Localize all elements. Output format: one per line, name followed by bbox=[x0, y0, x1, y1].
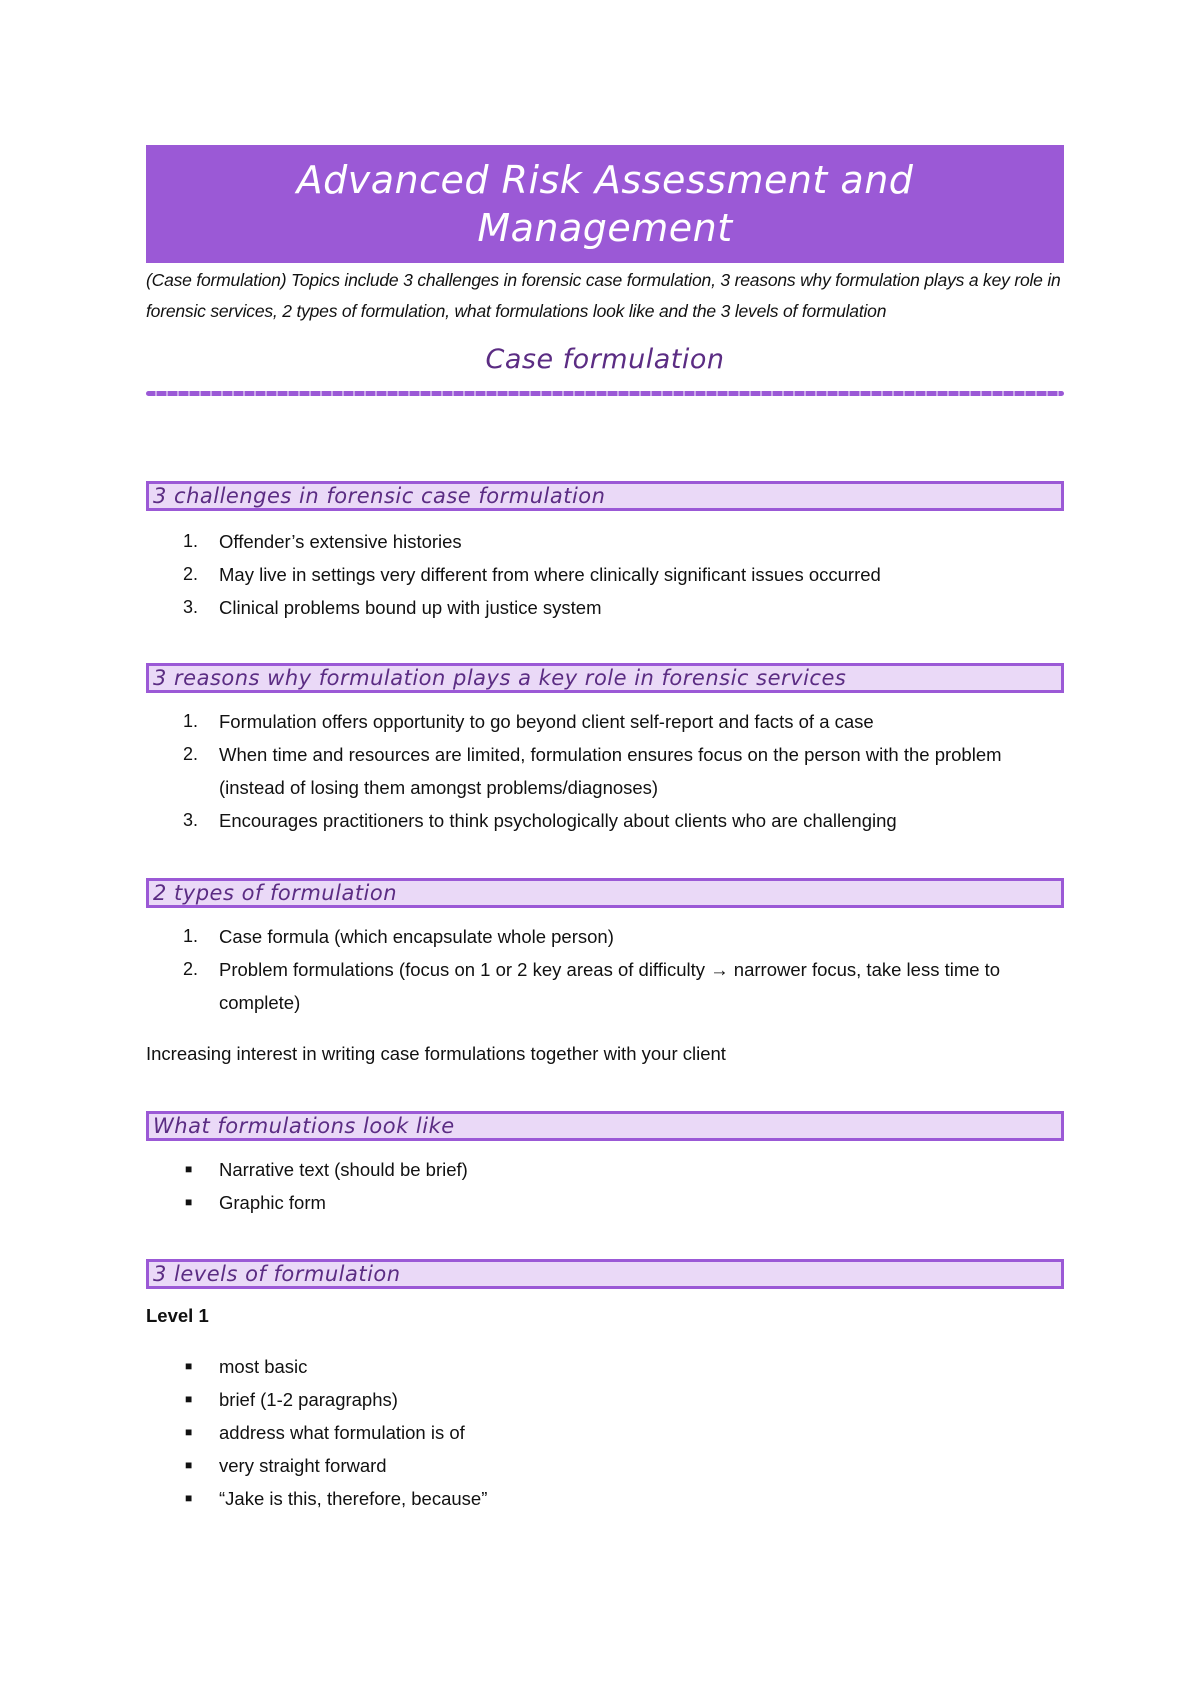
bullet-icon: ■ bbox=[185, 1491, 193, 1505]
level-label: Level 1 bbox=[146, 1305, 209, 1326]
document-subtitle: (Case formulation) Topics include 3 challenges in forensic case formulation, 3 reasons why formulation plays a key role in forensic services, 2 types of formulation, what formulations look like and the 3 levels of formulation bbox=[146, 270, 1061, 321]
list-item bbox=[146, 558, 1064, 591]
list-item-text: When time and resources are limited, formulation ensures focus on the person with the problem (instead of losing them amongst problems/diagnoses) bbox=[219, 744, 1002, 798]
list-item-text: Clinical problems bound up with justice system bbox=[219, 597, 602, 618]
list-number: 3. bbox=[183, 810, 199, 830]
title-banner bbox=[146, 145, 1064, 263]
list-number: 3. bbox=[183, 597, 199, 617]
list-item-text: Case formula (which encapsulate whole person) bbox=[219, 926, 614, 947]
list-item-text: address what formulation is of bbox=[219, 1422, 465, 1443]
reasons-list bbox=[146, 705, 1064, 837]
list-item bbox=[146, 1416, 1064, 1449]
list-item-text: “Jake is this, therefore, because” bbox=[219, 1488, 488, 1509]
heading-reasons: 3 reasons why formulation plays a key role in forensic services bbox=[146, 663, 1064, 693]
heading-challenges: 3 challenges in forensic case formulation bbox=[146, 481, 1064, 511]
list-item-text: Narrative text (should be brief) bbox=[219, 1159, 468, 1180]
list-item bbox=[146, 738, 1064, 804]
bullet-icon: ■ bbox=[185, 1195, 193, 1209]
look-like-list bbox=[146, 1153, 1064, 1219]
levels-list bbox=[146, 1350, 1064, 1515]
list-item-text: very straight forward bbox=[219, 1455, 387, 1476]
heading-look-like: What formulations look like bbox=[146, 1111, 1064, 1141]
bullet-icon: ■ bbox=[185, 1458, 193, 1472]
list-item bbox=[146, 953, 1064, 1019]
types-note: Increasing interest in writing case formulations together with your client bbox=[146, 1043, 726, 1064]
section-title: Case formulation bbox=[485, 344, 725, 375]
list-item bbox=[146, 705, 1064, 738]
list-item-text: Formulation offers opportunity to go beyond client self-report and facts of a case bbox=[219, 711, 874, 732]
bullet-icon: ■ bbox=[185, 1425, 193, 1439]
bullet-icon: ■ bbox=[185, 1359, 193, 1373]
list-item bbox=[146, 920, 1064, 953]
heading-levels: 3 levels of formulation bbox=[146, 1259, 1064, 1289]
document-page bbox=[146, 145, 1064, 1515]
list-number: 2. bbox=[183, 564, 199, 584]
list-number: 2. bbox=[183, 744, 199, 764]
list-number: 1. bbox=[183, 926, 199, 946]
list-item-text: May live in settings very different from where clinically significant issues occurred bbox=[219, 564, 881, 585]
heading-types: 2 types of formulation bbox=[146, 878, 1064, 908]
list-item-text: most basic bbox=[219, 1356, 308, 1377]
list-number: 2. bbox=[183, 959, 199, 979]
list-item-text: brief (1-2 paragraphs) bbox=[219, 1389, 398, 1410]
list-item bbox=[146, 591, 1064, 624]
bullet-icon: ■ bbox=[185, 1162, 193, 1176]
list-item bbox=[146, 1186, 1064, 1219]
list-item bbox=[146, 525, 1064, 558]
document-title: Advanced Risk Assessment and Management bbox=[296, 158, 914, 250]
list-item bbox=[146, 1383, 1064, 1416]
list-item bbox=[146, 1449, 1064, 1482]
list-item-text: Offender’s extensive histories bbox=[219, 531, 462, 552]
list-number: 1. bbox=[183, 531, 199, 551]
list-item-text: Graphic form bbox=[219, 1192, 326, 1213]
list-item-text: Encourages practitioners to think psychologically about clients who are challenging bbox=[219, 810, 897, 831]
list-item bbox=[146, 1153, 1064, 1186]
list-number: 1. bbox=[183, 711, 199, 731]
list-item-text: Problem formulations (focus on 1 or 2 key areas of difficulty → narrower focus, take less time to complete) bbox=[219, 959, 1001, 1013]
types-list bbox=[146, 920, 1064, 1019]
challenges-list bbox=[146, 525, 1064, 624]
bullet-icon: ■ bbox=[185, 1392, 193, 1406]
list-item bbox=[146, 804, 1064, 837]
list-item bbox=[146, 1482, 1064, 1515]
list-item bbox=[146, 1350, 1064, 1383]
